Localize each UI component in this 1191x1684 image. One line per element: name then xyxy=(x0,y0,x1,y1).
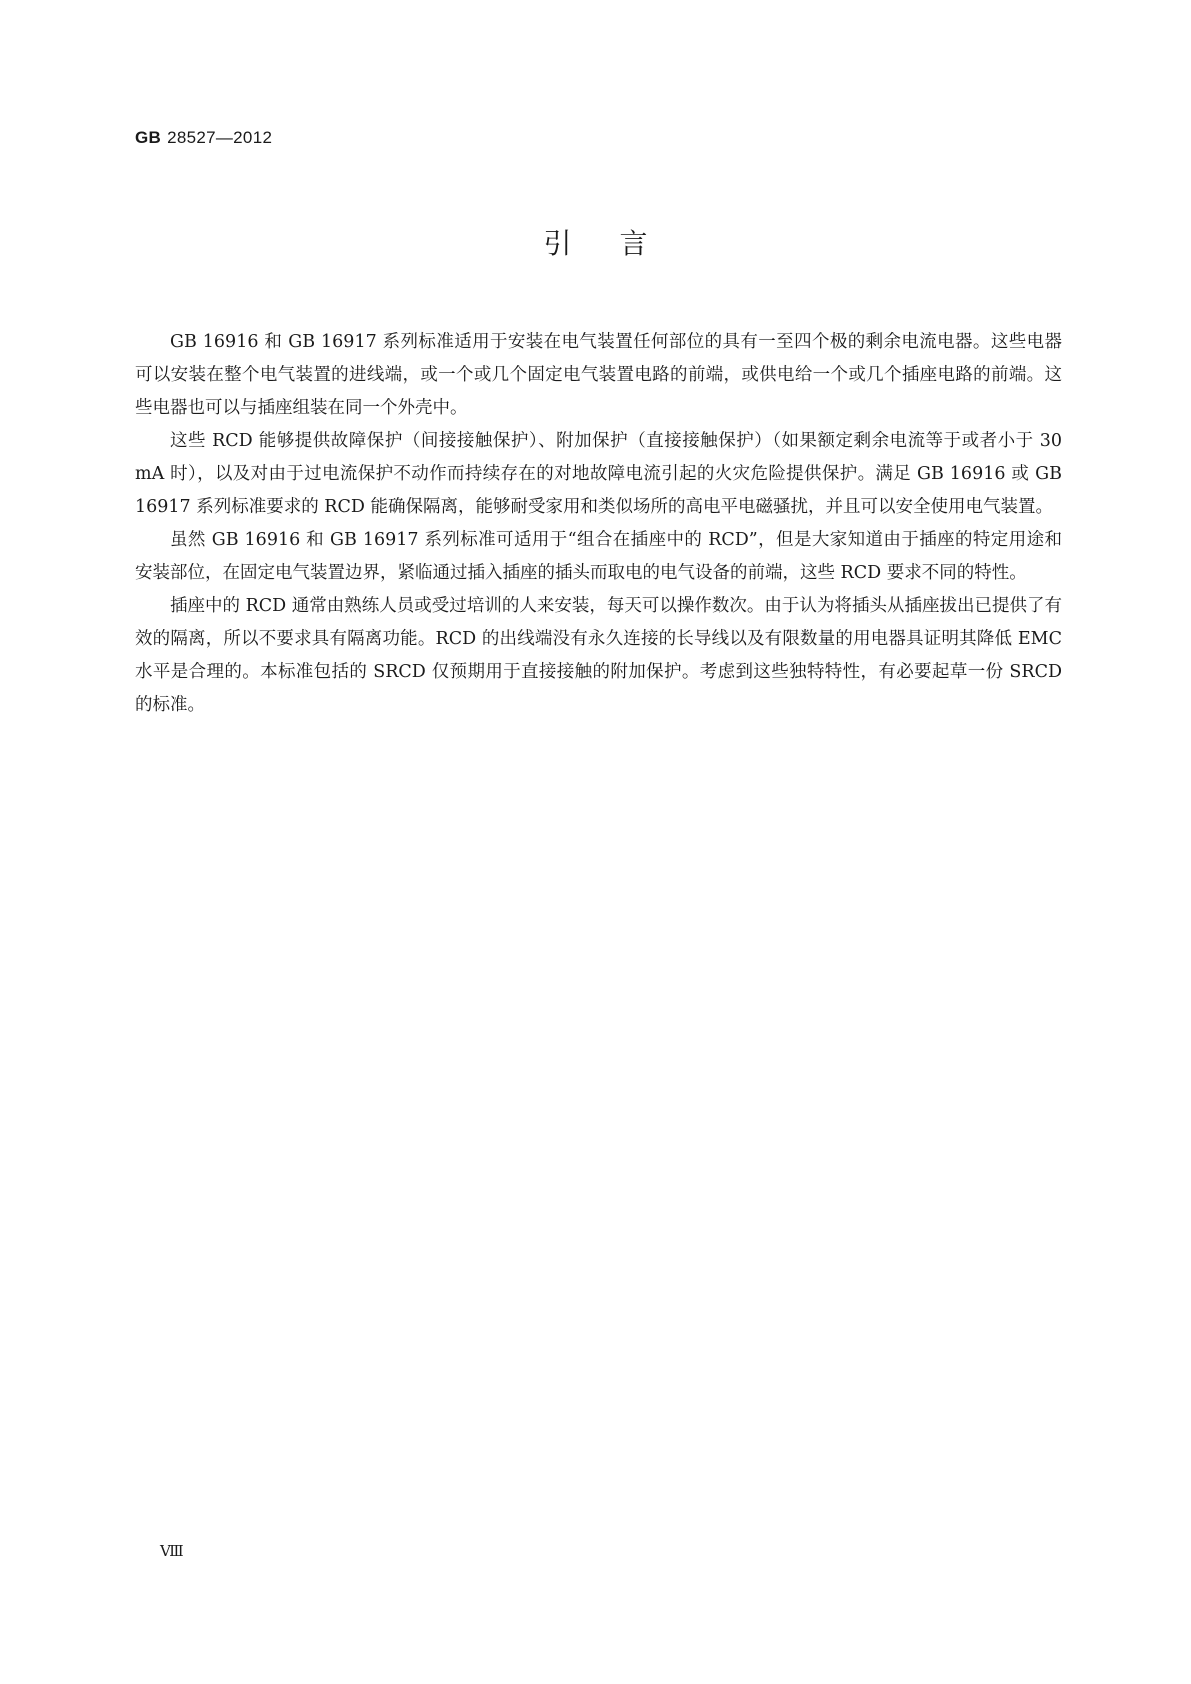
paragraph: 这些 RCD 能够提供故障保护（间接接触保护）、附加保护（直接接触保护）（如果额定剩余电流等于或者小于 30 mA 时），以及对由于过电流保护不动作而持续存在的对地故障电流引起的火灾危险提供保护。满足 GB 16916 或 GB 16917 系列标准要求的 RCD 能确保隔离，能够耐受家用和类似场所的高电平电磁骚扰，并且可以安全使用电气装置。 xyxy=(135,431,1062,517)
standard-code xyxy=(135,127,272,149)
standard-prefix: GB xyxy=(135,128,162,147)
section-title: 引言 xyxy=(543,227,696,260)
paragraph: GB 16916 和 GB 16917 系列标准适用于安装在电气装置任何部位的具有一至四个极的剩余电流电器。这些电器可以安装在整个电气装置的进线端，或一个或几个固定电气装置电路的前端，或供电给一个或几个插座电路的前端。这些电器也可以与插座组装在同一个外壳中。 xyxy=(135,332,1062,418)
paragraph: 插座中的 RCD 通常由熟练人员或受过培训的人来安装，每天可以操作数次。由于认为将插头从插座拔出已提供了有效的隔离，所以不要求具有隔离功能。RCD 的出线端没有永久连接的长导线以及有限数量的用电器具证明其降低 EMC 水平是合理的。本标准包括的 SRCD 仅预期用于直接接触的附加保护。考虑到这些独特特性，有必要起草一份 SRCD 的标准。 xyxy=(135,596,1062,715)
standard-number: 28527—2012 xyxy=(167,128,273,147)
paragraph: 虽然 GB 16916 和 GB 16917 系列标准可适用于“组合在插座中的 RCD”，但是大家知道由于插座的特定用途和安装部位，在固定电气装置边界，紧临通过插入插座的插头而取电的电气设备的前端，这些 RCD 要求不同的特性。 xyxy=(135,530,1062,583)
introduction-body xyxy=(135,326,1062,722)
page-number: Ⅷ xyxy=(160,1544,184,1560)
